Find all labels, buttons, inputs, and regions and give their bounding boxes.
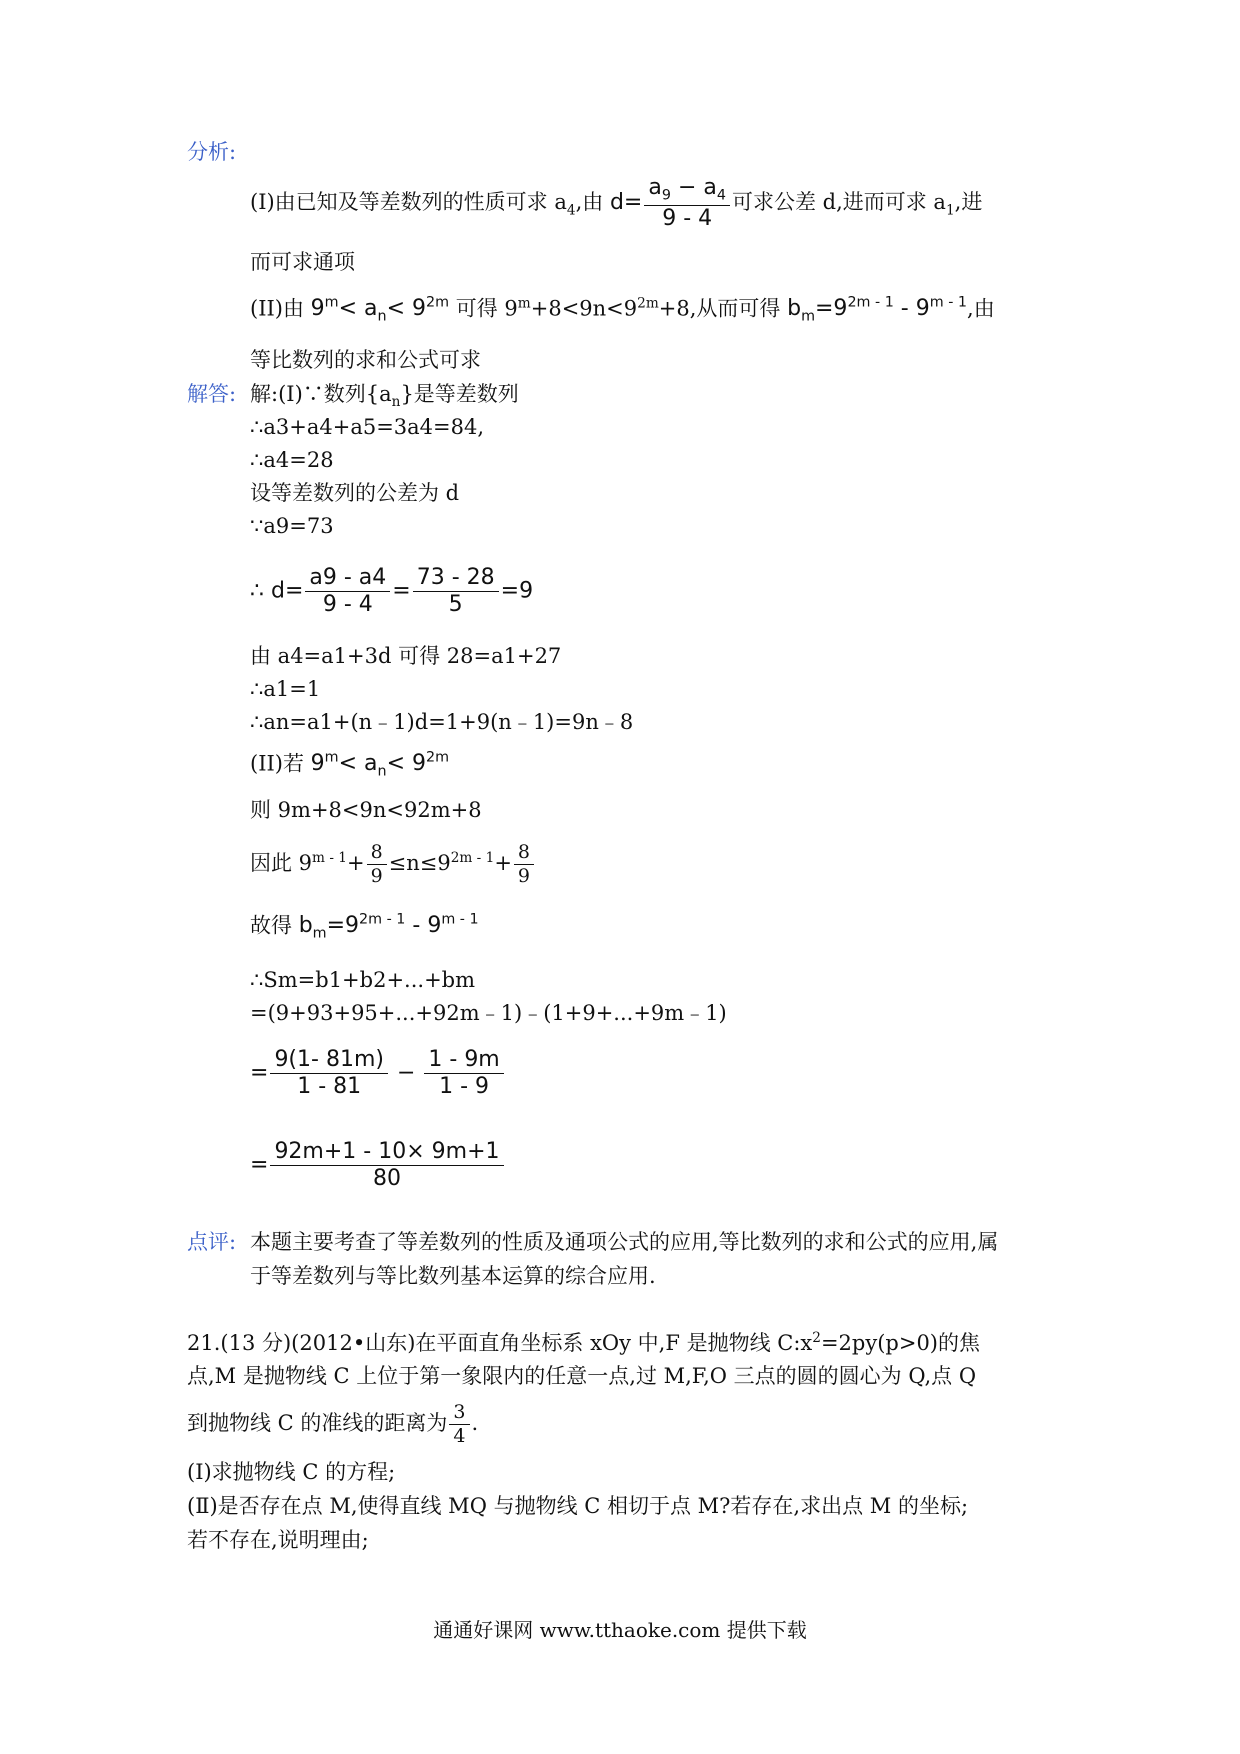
fraction-numerator: a9 - a4: [305, 566, 390, 592]
solution-text: 因此 9: [250, 850, 313, 875]
analysis-part2-line2: 等比数列的求和公式可求: [250, 348, 481, 372]
problem-21-line-5: (Ⅱ)是否存在点 M,使得直线 MQ 与抛物线 C 相切于点 M?若存在,求出点 M 的坐标;: [187, 1494, 969, 1518]
fraction-denominator: 4: [453, 1424, 466, 1447]
analysis-part1-line1: (I)由已知及等差数列的性质可求 $a_4$,由 d= $\frac{a_9 - a_4}{9 - 4}$ 可求公差 d,进而可求 $a_1$,进: [250, 175, 983, 232]
problem-text: 到抛物线 C 的准线的距离为: [187, 1410, 448, 1435]
solution-line-9: ∴an=a1+(n﹣1)d=1+9(n﹣1)=9n﹣8: [250, 710, 634, 734]
solution-line-5: ∵a9=73: [250, 514, 334, 538]
analysis-text: +8<9n<9: [530, 296, 638, 321]
solution-text: (II)若: [250, 751, 304, 776]
fraction-numerator: 8: [367, 842, 387, 865]
analysis-text: (I)由已知及等差数列的性质可求 a: [250, 190, 567, 215]
solution-line-15: =(9+93+95+...+92m﹣1)﹣(1+9+...+9m﹣1): [250, 1001, 727, 1025]
solution-line-10: (II)若 $9^m< a_n< 9^{2m}$: [250, 750, 450, 780]
fraction-numerator: 73 - 28: [413, 566, 499, 592]
solution-line-13: 故得 $b_m=9^{2m - 1} - 9^{m - 1}$: [250, 912, 479, 942]
analysis-part2-line1: (II)由 $9^m< a_n< 9^{2m}$ 可得 $9^m+8<9n<9^{2m}+8$,从而可得 $b_m=9^{2m - 1} - 9^{m - 1}$,由: [250, 295, 995, 325]
fraction-denominator: 1 - 9: [439, 1074, 490, 1100]
fraction-numerator: 3: [449, 1402, 469, 1425]
solution-line-14: ∴Sm=b1+b2+...+bm: [250, 968, 476, 992]
analysis-text: +8,从而可得: [658, 296, 781, 321]
analysis-text: 可求公差 d,进而可求 a: [731, 190, 946, 215]
solution-line-6-formula: [250, 566, 533, 617]
problem-21-line-6: 若不存在,说明理由;: [187, 1528, 369, 1552]
analysis-part1-line2: 而可求通项: [250, 250, 355, 274]
problem-21-line-2: 点,M 是抛物线 C 上位于第一象限内的任意一点,过 M,F,O 三点的圆的圆心为 Q,点 Q: [187, 1364, 977, 1388]
solution-line-12: 因此 $9^{m - 1}+$ $\frac{8}{9}$ $\le n\le 9^{2m - 1}+$ $\frac{8}{9}$: [250, 842, 536, 887]
formula-prefix: ∴ d=: [250, 578, 304, 604]
equals-sign: =: [392, 578, 411, 604]
solution-text: 解:(I)∵数列{a: [250, 382, 392, 406]
analysis-text: ,由: [575, 190, 604, 215]
solution-line-2: ∴a3+a4+a5=3a4=84,: [250, 415, 485, 439]
solution-label: 解答:: [187, 382, 237, 406]
analysis-text: 可得 9: [455, 296, 518, 321]
solution-line-8: ∴a1=1: [250, 677, 321, 701]
comment-line-1: 本题主要考查了等差数列的性质及通项公式的应用,等比数列的求和公式的应用,属: [250, 1230, 999, 1254]
problem-21-line-4: (Ⅰ)求抛物线 C 的方程;: [187, 1460, 396, 1484]
fraction-numerator: 92m+1 - 10× 9m+1: [270, 1140, 503, 1166]
problem-21-line-1: 21.(13 分)(2012•山东)在平面直角坐标系 xOy 中,F 是抛物线 $C:x^2=2py(p>0)$的焦: [187, 1330, 981, 1355]
solution-line-3: ∴a4=28: [250, 448, 334, 472]
solution-line-17-formula: = $\frac{92m+1 - 10\times 9m+1}{80}$: [250, 1140, 506, 1191]
fraction-denominator: 9 - 4: [322, 592, 373, 618]
problem-text: 21.(13 分)(2012•山东)在平面直角坐标系 xOy 中,F 是抛物线 C:x: [187, 1331, 813, 1355]
fraction-numerator: 9(1- 81m): [270, 1048, 388, 1074]
solution-text: }是等差数列: [400, 382, 519, 406]
problem-21-line-3: 到抛物线 C 的准线的距离为 $\frac{3}{4}$ .: [187, 1401, 479, 1447]
analysis-text: ,由: [967, 296, 995, 321]
comment-line-2: 于等差数列与等比数列基本运算的综合应用.: [250, 1264, 656, 1288]
comment-label: 点评:: [187, 1230, 237, 1254]
page-footer: 通通好课网 www.tthaoke.com 提供下载: [433, 1618, 807, 1642]
fraction-denominator: 9: [370, 864, 383, 887]
analysis-text: ,进: [954, 190, 983, 215]
solution-line-1: 解:(I)∵数列$\{a_n\}$是等差数列: [250, 382, 519, 411]
fraction-denominator: 80: [372, 1166, 401, 1192]
problem-text: =2py(p>0)的焦: [820, 1331, 981, 1355]
solution-line-7: 由 a4=a1+3d 可得 28=a1+27: [250, 644, 562, 668]
solution-line-4: 设等差数列的公差为 d: [250, 481, 460, 505]
fraction-denominator: 5: [448, 592, 463, 618]
solution-text: 故得: [250, 913, 292, 938]
analysis-label: 分析:: [187, 140, 237, 164]
solution-line-11: 则 9m+8<9n<92m+8: [250, 798, 482, 822]
fraction-numerator: 1 - 9m: [424, 1048, 503, 1074]
solution-line-16-formula: = $\frac{9(1- 81m)}{1 - 81}$ − $\frac{1 - 9m}{1 - 9}$: [250, 1048, 506, 1099]
analysis-text: (II)由: [250, 296, 304, 321]
formula-result: =9: [500, 578, 534, 604]
solution-text: ≤n≤9: [388, 850, 451, 875]
fraction-denominator: 1 - 81: [297, 1074, 362, 1100]
